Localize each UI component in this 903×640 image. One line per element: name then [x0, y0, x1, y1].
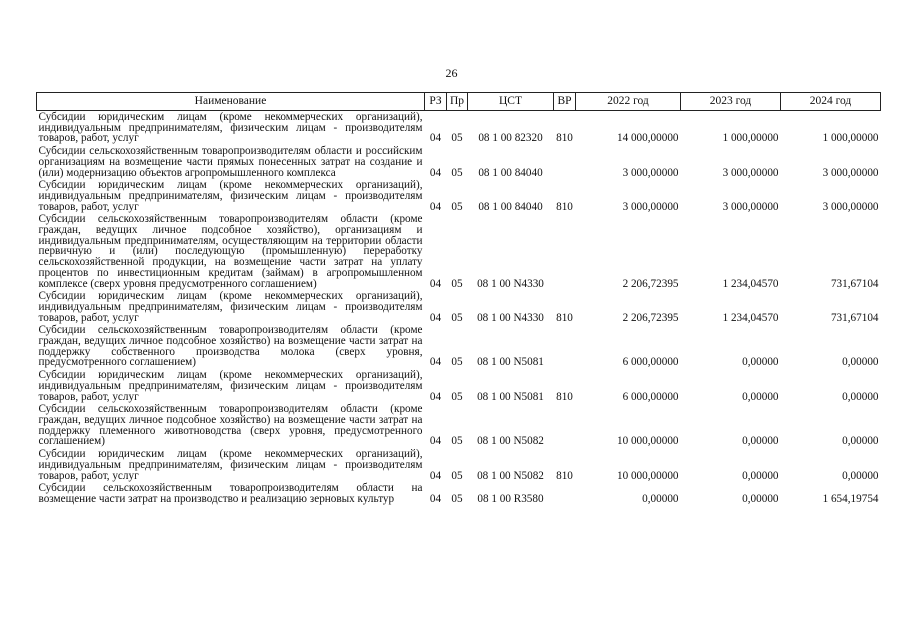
row-2023: 3 000,00000: [722, 200, 779, 213]
row-name: Субсидии юридическим лицам (кроме некоммерческих организаций), индивидуальным предпринимателям, физическим лицам - производителям товаров, работ, услуг: [38, 369, 423, 403]
table-row: [37, 213, 881, 290]
table-row: [37, 403, 881, 448]
row-rz: 04: [429, 200, 442, 213]
row-name: Субсидии сельскохозяйственным товаропроизводителям области (кроме граждан, ведущих личное подсобное хозяйство) на возмещение части затрат на поддержку племенного животноводства (сверх уровня, предусмотренного соглашением): [38, 403, 423, 448]
row-name: Субсидии сельскохозяйственным товаропроизводителям области и российским организациям на возмещение части прямых понесенных затрат на создание и (или) модернизацию объектов агропромышленного комплекса: [38, 145, 423, 179]
row-2022: 2 206,72395: [622, 277, 679, 290]
row-cst: 08 1 00 84040: [478, 200, 543, 213]
table-row: [37, 145, 881, 179]
row-name: Субсидии юридическим лицам (кроме некоммерческих организаций), индивидуальным предпринимателям, физическим лицам - производителям товаров, работ, услуг: [38, 111, 423, 145]
row-2023: 1 000,00000: [722, 132, 779, 145]
row-2024: 1 654,19754: [822, 492, 879, 505]
row-rz: 04: [429, 390, 442, 403]
row-2023: 1 234,04570: [722, 277, 779, 290]
row-name: Субсидии сельскохозяйственным товаропроизводителям области (кроме граждан, ведущих личное подсобное хозяйство), организациям и индивидуальным предпринимателям, осуществляющим на территории области первичную и (или) последующую (промышленную) переработку сельскохозяйственной продукции, на возмещение части затрат на уплату процентов по инвестиционным кредитам (займам) в агропромышленном комплексе (сверх уровня предусмотренного соглашением): [38, 213, 423, 290]
row-2023: 0,00000: [742, 435, 779, 448]
row-vr: 810: [556, 469, 573, 482]
row-2022: 10 000,00000: [616, 435, 679, 448]
row-2024: 3 000,00000: [822, 200, 879, 213]
row-2022: 3 000,00000: [622, 166, 679, 179]
row-2022: 6 000,00000: [622, 390, 679, 403]
header-2022: 2022 год: [576, 93, 681, 111]
row-pr: 05: [451, 200, 463, 213]
row-cst: 08 1 00 N5081: [477, 356, 544, 369]
row-cst: 08 1 00 82320: [478, 132, 543, 145]
table-row: [37, 369, 881, 403]
row-rz: 04: [429, 492, 442, 505]
row-pr: 05: [451, 390, 463, 403]
row-2023: 0,00000: [742, 469, 779, 482]
header-2023: 2023 год: [681, 93, 781, 111]
row-pr: 05: [451, 166, 463, 179]
row-2023: 0,00000: [742, 356, 779, 369]
row-name: Субсидии сельскохозяйственным товаропроизводителям области (кроме граждан, ведущих личное подсобное хозяйство) на возмещение части затрат на поддержку собственного производства молока (сверх уровня, предусмотренного соглашением): [38, 324, 423, 369]
page-number: 26: [445, 66, 458, 80]
row-2024: 0,00000: [842, 469, 879, 482]
row-rz: 04: [429, 132, 442, 145]
table-row: [37, 111, 881, 146]
row-vr: 810: [556, 311, 573, 324]
row-2024: 731,67104: [830, 277, 879, 290]
row-cst: 08 1 00 N4330: [477, 311, 544, 324]
row-2024: 1 000,00000: [822, 132, 879, 145]
row-vr: 810: [556, 132, 573, 145]
row-cst: 08 1 00 N5081: [477, 390, 544, 403]
row-2023: 0,00000: [742, 492, 779, 505]
row-2022: 6 000,00000: [622, 356, 679, 369]
row-rz: 04: [429, 277, 442, 290]
row-2023: 3 000,00000: [722, 166, 779, 179]
row-vr: [554, 482, 576, 505]
row-2022: 10 000,00000: [616, 469, 679, 482]
row-name: Субсидии юридическим лицам (кроме некоммерческих организаций), индивидуальным предпринимателям, физическим лицам - производителям товаров, работ, услуг: [38, 290, 423, 324]
row-pr: 05: [451, 492, 463, 505]
row-rz: 04: [429, 166, 442, 179]
row-cst: 08 1 00 N4330: [477, 277, 544, 290]
row-name: Субсидии юридическим лицам (кроме некоммерческих организаций), индивидуальным предпринимателям, физическим лицам - производителям товаров, работ, услуг: [38, 448, 423, 482]
row-cst: 08 1 00 84040: [478, 166, 543, 179]
row-vr: 810: [556, 390, 573, 403]
budget-table: [36, 92, 881, 506]
row-cst: 08 1 00 N5082: [477, 469, 544, 482]
header-name: Наименование: [37, 93, 425, 111]
row-name: Субсидии сельскохозяйственным товаропроизводителям области на возмещение части затрат на производство и реализацию зерновых культур: [38, 482, 423, 505]
header-pr: Пр: [447, 93, 468, 111]
row-2024: 3 000,00000: [822, 166, 879, 179]
row-rz: 04: [429, 356, 442, 369]
row-rz: 04: [429, 435, 442, 448]
table-header: [37, 93, 881, 111]
row-vr: [554, 324, 576, 369]
row-2022: 14 000,00000: [616, 132, 679, 145]
row-name: Субсидии юридическим лицам (кроме некоммерческих организаций), индивидуальным предпринимателям, физическим лицам - производителям товаров, работ, услуг: [38, 179, 423, 213]
row-rz: 04: [429, 311, 442, 324]
header-vr: ВР: [554, 93, 576, 111]
row-2024: 731,67104: [830, 311, 879, 324]
row-vr: [554, 145, 576, 179]
table-row: [37, 448, 881, 482]
row-pr: 05: [451, 277, 463, 290]
row-2022: 3 000,00000: [622, 200, 679, 213]
row-vr: [554, 213, 576, 290]
row-2022: 2 206,72395: [622, 311, 679, 324]
table-row: [37, 179, 881, 213]
row-2023: 0,00000: [742, 390, 779, 403]
row-cst: 08 1 00 R3580: [477, 492, 544, 505]
table-row: [37, 482, 881, 505]
header-cst: ЦСТ: [468, 93, 554, 111]
row-vr: [554, 403, 576, 448]
row-2024: 0,00000: [842, 356, 879, 369]
row-2022: 0,00000: [642, 492, 679, 505]
row-rz: 04: [429, 469, 442, 482]
row-2023: 1 234,04570: [722, 311, 779, 324]
table-row: [37, 324, 881, 369]
header-rz: РЗ: [425, 93, 447, 111]
row-vr: 810: [556, 200, 573, 213]
row-cst: 08 1 00 N5082: [477, 435, 544, 448]
row-2024: 0,00000: [842, 390, 879, 403]
row-2024: 0,00000: [842, 435, 879, 448]
row-pr: 05: [451, 311, 463, 324]
row-pr: 05: [451, 132, 463, 145]
row-pr: 05: [451, 356, 463, 369]
table-row: [37, 290, 881, 324]
row-pr: 05: [451, 435, 463, 448]
header-2024: 2024 год: [781, 93, 881, 111]
row-pr: 05: [451, 469, 463, 482]
